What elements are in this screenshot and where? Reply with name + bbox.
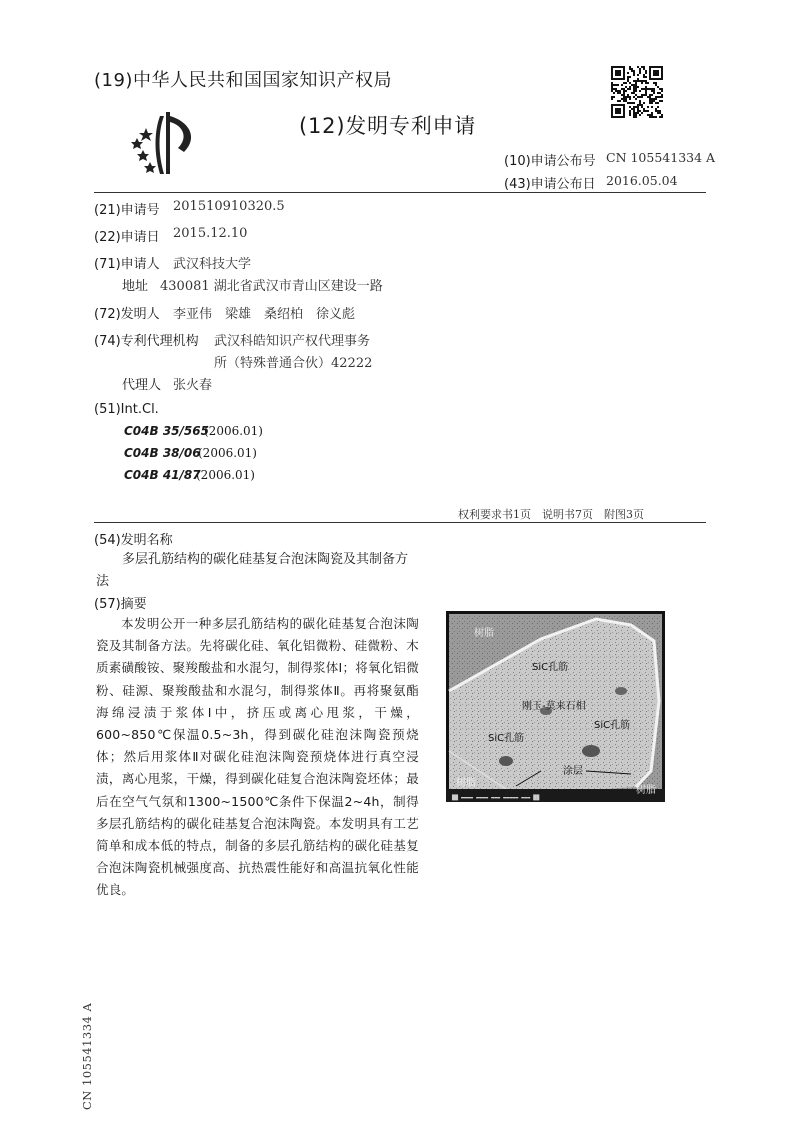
- address: 430081 湖北省武汉市青山区建设一路: [160, 279, 383, 294]
- biblio-divider: [94, 522, 706, 523]
- ipc-code-3: C04B 41/87: [124, 468, 201, 482]
- sipo-logo: [118, 108, 204, 178]
- intcl-label: (51)Int.Cl.: [94, 402, 159, 417]
- pub-date: 2016.05.04: [606, 173, 678, 188]
- fig-label-sic-grain: SiC孔筋: [594, 720, 631, 731]
- agency-line1: 武汉科皓知识产权代理事务: [214, 334, 371, 349]
- app-date: 2015.12.10: [173, 226, 248, 241]
- agent-label: 代理人: [122, 378, 162, 393]
- agency-label: (74)专利代理机构: [94, 334, 199, 349]
- fig-label-resin-left: 树脂: [456, 778, 476, 789]
- pages-info: 权利要求书1页 说明书7页 附图3页: [458, 508, 644, 521]
- abstract-text: 本发明公开一种多层孔筋结构的碳化硅基复合泡沫陶瓷及其制备方法。先将碳化硅、氧化铝微粉、硅微粉、木质素磺酸铵、聚羧酸盐和水混匀，制得浆体Ⅰ；将氧化铝微粉、硅源、聚羧酸盐和水混匀，制得浆体Ⅱ。再将聚氨酯海绵浸渍于浆体Ⅰ中，挤压或离心甩浆，干燥，600~850℃保温0.5~3h，得到碳化硅泡沫陶瓷预烧体；然后用浆体Ⅱ对碳化硅泡沫陶瓷预烧体进行真空浸渍，离心甩浆，干燥，得到碳化硅复合泡沫陶瓷坯体；最后在空气气氛和1300~1500℃条件下保温2~4h，制得多层孔筋结构的碳化硅基复合泡沫陶瓷。本发明具有工艺简单和成本低的特点，制备的多层孔筋结构的碳化硅基复合泡沫陶瓷机械强度高、抗热震性能好和高温抗氧化性能优良。: [96, 616, 419, 898]
- ipc-ver-2: (2006.01): [198, 446, 257, 460]
- pub-no-label: (10)申请公布号: [504, 154, 596, 169]
- app-no: 201510910320.5: [173, 199, 285, 214]
- inventors-label: (72)发明人: [94, 307, 160, 322]
- app-no-label: (21)申请号: [94, 203, 160, 218]
- fig-label-sic-pore2: SiC孔筋: [488, 733, 525, 744]
- abstract-label: (57)摘要: [94, 597, 147, 612]
- ipc-code-1: C04B 35/565: [124, 424, 209, 438]
- agency-line2: 所（特殊普通合伙）42222: [214, 356, 373, 371]
- inventors: 李亚伟 梁雄 桑绍柏 徐义彪: [173, 307, 356, 322]
- pub-no: CN 105541334 A: [606, 150, 716, 165]
- header-divider: [94, 192, 706, 193]
- invention-title: 多层孔筋结构的碳化硅基复合泡沫陶瓷及其制备方法: [96, 552, 409, 589]
- applicant: 武汉科技大学: [173, 257, 252, 272]
- fig-label-resin-top: 树脂: [474, 628, 494, 639]
- ipc-ver-3: (2006.01): [196, 468, 255, 482]
- qr-code: [611, 66, 663, 118]
- fig-label-mullite: 刚玉-莫来石相: [522, 701, 586, 712]
- address-label: 地址: [122, 279, 149, 294]
- ipc-ver-1: (2006.01): [204, 424, 263, 438]
- fig-label-sic-pore: SiC孔筋: [532, 662, 569, 673]
- document-type: (12)发明专利申请: [299, 114, 477, 138]
- title-label: (54)发明名称: [94, 533, 173, 548]
- side-pub-code: [80, 1000, 100, 1110]
- app-date-label: (22)申请日: [94, 230, 160, 245]
- side-pub-code-text: CN 105541334 A: [80, 1002, 94, 1110]
- fig-label-resin-right: 树脂: [636, 785, 656, 796]
- pub-date-label: (43)申请公布日: [504, 177, 596, 192]
- fig-label-coating: 涂层: [563, 766, 583, 777]
- svg-text:██ ▬▬▬▬ ▬▬▬▬ ▬▬▬ ▬▬▬▬▬ ▬▬▬ ██: ██ ▬▬▬▬ ▬▬▬▬ ▬▬▬ ▬▬▬▬▬ ▬▬▬ ██: [452, 795, 540, 801]
- applicant-label: (71)申请人: [94, 257, 160, 272]
- office-name: (19)中华人民共和国国家知识产权局: [94, 70, 392, 91]
- agent: 张火春: [173, 378, 213, 393]
- ipc-code-2: C04B 38/06: [124, 446, 201, 460]
